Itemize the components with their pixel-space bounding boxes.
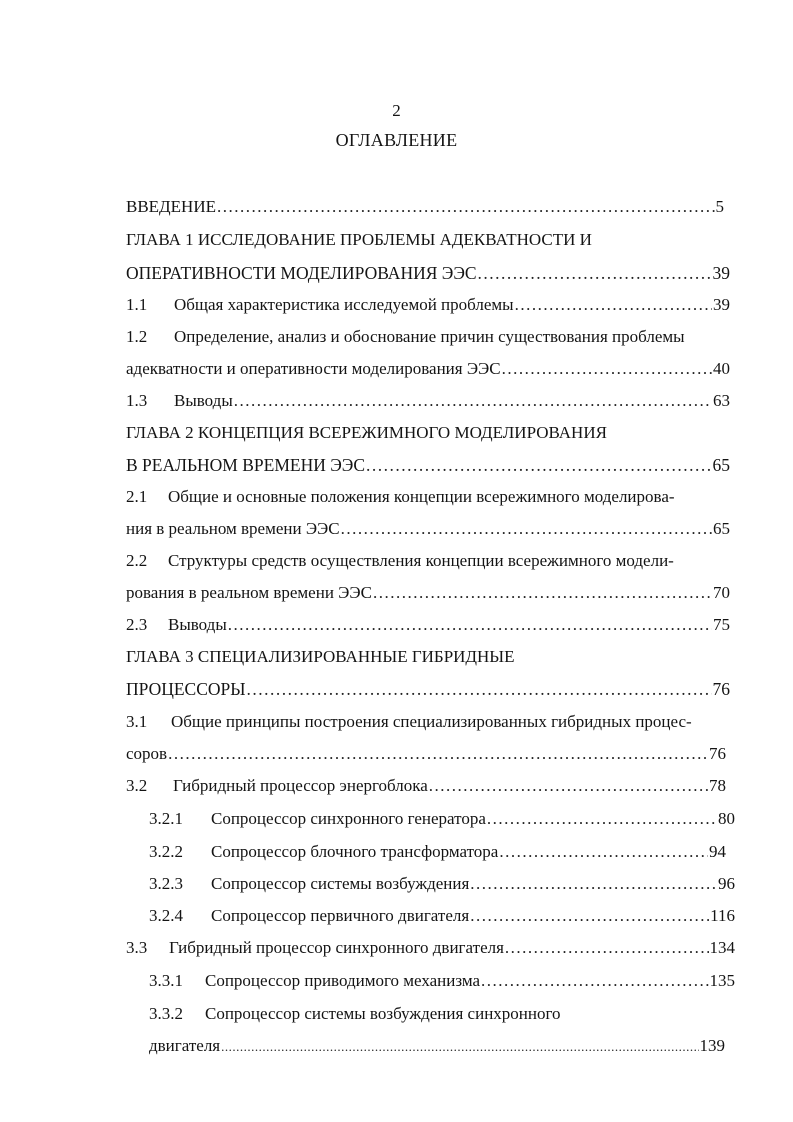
dot-leader [502, 358, 712, 380]
toc-entry-title: ния в реальном времени ЭЭС [126, 519, 340, 538]
dot-leader [515, 294, 712, 316]
toc-entry-3-2-3[interactable] [149, 873, 735, 895]
toc-entry-1-1[interactable] [126, 294, 730, 316]
toc-entry-title: ВВЕДЕНИЕ [126, 197, 216, 216]
toc-entry-title: адекватности и оперативности моделирования ЭЭС [126, 359, 501, 378]
toc-chapter-2-line1[interactable] [126, 422, 607, 444]
toc-chapter-3-line1[interactable] [126, 646, 515, 668]
toc-entry-page: 65 [713, 519, 730, 538]
dot-leader [429, 775, 708, 797]
toc-entry-2-1-line1[interactable] [126, 486, 675, 508]
toc-entry-3-1[interactable] [126, 743, 726, 765]
toc-entry-3-3[interactable] [126, 937, 735, 959]
toc-entry-title: Определение, анализ и обоснование причин существования проблемы [174, 327, 685, 346]
toc-entry-number: 2.2 [126, 551, 148, 570]
toc-entry-2-1[interactable] [126, 518, 730, 540]
toc-entry-title: Выводы [174, 391, 233, 410]
page-number: 2 [392, 101, 401, 120]
toc-entry-3-3-2[interactable] [149, 1035, 725, 1057]
dot-leader [470, 905, 709, 927]
toc-entry-3-1-line1[interactable] [126, 711, 692, 733]
toc-entry-page: 76 [712, 679, 730, 699]
toc-entry-page: 78 [709, 776, 726, 795]
toc-entry-page: 135 [709, 971, 735, 990]
toc-entry-page: 40 [713, 359, 730, 378]
toc-entry-number: 3.3 [126, 938, 148, 957]
dot-leader [470, 873, 717, 895]
toc-entry-number: 3.3.1 [149, 971, 183, 990]
toc-entry-title: Сопроцессор первичного двигателя [211, 906, 470, 925]
dot-leader [505, 937, 709, 959]
toc-entry-page: 76 [709, 744, 726, 763]
dot-leader [168, 743, 708, 765]
toc-entry-3-2-1[interactable] [149, 808, 735, 830]
dot-leader [341, 518, 712, 540]
dot-leader [217, 196, 715, 218]
toc-entry-number: 2.1 [126, 487, 148, 506]
toc-entry-page: 5 [715, 197, 724, 216]
toc-entry-page: 139 [699, 1036, 725, 1055]
toc-entry-title: ОПЕРАТИВНОСТИ МОДЕЛИРОВАНИЯ ЭЭС [126, 263, 477, 283]
dot-leader [234, 390, 712, 412]
toc-chapter-1[interactable] [126, 262, 730, 284]
toc-entry-3-3-1[interactable] [149, 970, 735, 992]
toc-heading: ОГЛАВЛЕНИЕ [335, 130, 458, 150]
toc-entry-page: 96 [718, 874, 735, 893]
dot-leader [373, 582, 712, 604]
toc-entry-2-2[interactable] [126, 582, 730, 604]
dot-leader [499, 841, 708, 863]
toc-entry-page: 63 [713, 391, 730, 410]
toc-entry-number: 3.2.3 [149, 874, 183, 893]
toc-entry-1-2-line1[interactable] [126, 326, 685, 348]
toc-entry-number: 1.3 [126, 391, 148, 410]
toc-entry-title: ПРОЦЕССОРЫ [126, 679, 246, 699]
toc-entry-2-2-line1[interactable] [126, 550, 674, 572]
toc-entry-number: 3.2 [126, 776, 148, 795]
toc-entry-number: 3.2.1 [149, 809, 183, 828]
toc-entry-number: 2.3 [126, 615, 148, 634]
toc-entry-title: Сопроцессор блочного трансформатора [211, 842, 499, 861]
toc-entry-title: Сопроцессор системы возбуждения [211, 874, 470, 893]
dot-leader [221, 1036, 698, 1058]
toc-entry-title: Общая характеристика исследуемой проблемы [174, 295, 514, 314]
toc-entry-page: 75 [713, 615, 730, 634]
toc-chapter-1-line1[interactable] [126, 229, 592, 251]
toc-entry-number: 1.1 [126, 295, 148, 314]
toc-chapter-3[interactable] [126, 678, 730, 700]
toc-entry-title: Гибридный процессор синхронного двигателя [169, 938, 504, 957]
toc-entry-number: 3.2.2 [149, 842, 183, 861]
toc-entry-title: Гибридный процессор энергоблока [173, 776, 428, 795]
toc-entry-2-3[interactable] [126, 614, 730, 636]
toc-entry-title: соров [126, 744, 168, 763]
dot-leader [247, 678, 712, 700]
toc-entry-number: 3.3.2 [149, 1004, 183, 1023]
toc-entry-page: 65 [712, 455, 730, 475]
toc-entry-title: Выводы [168, 615, 227, 634]
toc-entry-1-3[interactable] [126, 390, 730, 412]
toc-entry-title: рования в реальном времени ЭЭС [126, 583, 372, 602]
toc-entry-intro[interactable] [126, 196, 724, 218]
toc-entry-3-3-2-line1[interactable] [149, 1003, 561, 1025]
toc-chapter-2[interactable] [126, 454, 730, 476]
toc-entry-title: ГЛАВА 2 КОНЦЕПЦИЯ ВСЕРЕЖИМНОГО МОДЕЛИРОВАНИЯ [126, 423, 607, 442]
toc-entry-page: 39 [713, 295, 730, 314]
toc-entry-page: 116 [710, 906, 735, 925]
toc-entry-number: 1.2 [126, 327, 148, 346]
toc-entry-3-2-2[interactable] [149, 841, 726, 863]
toc-entry-title: Общие принципы построения специализированных гибридных процес- [171, 712, 692, 731]
toc-entry-title: Общие и основные положения концепции всережимного моделирова- [168, 487, 675, 506]
toc-entry-number: 3.1 [126, 712, 148, 731]
toc-entry-3-2-4[interactable] [149, 905, 735, 927]
toc-entry-page: 134 [709, 938, 735, 957]
toc-entry-title: В РЕАЛЬНОМ ВРЕМЕНИ ЭЭС [126, 455, 366, 475]
toc-entry-number: 3.2.4 [149, 906, 183, 925]
toc-entry-title: ГЛАВА 1 ИССЛЕДОВАНИЕ ПРОБЛЕМЫ АДЕКВАТНОСТИ И [126, 230, 592, 249]
toc-entry-title: Сопроцессор приводимого механизма [205, 971, 481, 990]
dot-leader [481, 970, 708, 992]
toc-entry-title: Сопроцессор синхронного генератора [211, 809, 486, 828]
toc-entry-page: 94 [709, 842, 726, 861]
toc-entry-title: ГЛАВА 3 СПЕЦИАЛИЗИРОВАННЫЕ ГИБРИДНЫЕ [126, 647, 515, 666]
toc-entry-page: 70 [713, 583, 730, 602]
dot-leader [228, 614, 712, 636]
toc-entry-1-2[interactable] [126, 358, 730, 380]
toc-entry-page: 80 [718, 809, 735, 828]
toc-entry-3-2[interactable] [126, 775, 726, 797]
dot-leader [366, 454, 711, 476]
dot-leader [487, 808, 717, 830]
toc-entry-title: Сопроцессор системы возбуждения синхронного [205, 1004, 561, 1023]
toc-entry-title: Структуры средств осуществления концепции всережимного модели- [168, 551, 674, 570]
toc-entry-title: двигателя [149, 1036, 221, 1055]
dot-leader [478, 262, 712, 284]
toc-entry-page: 39 [712, 263, 730, 283]
